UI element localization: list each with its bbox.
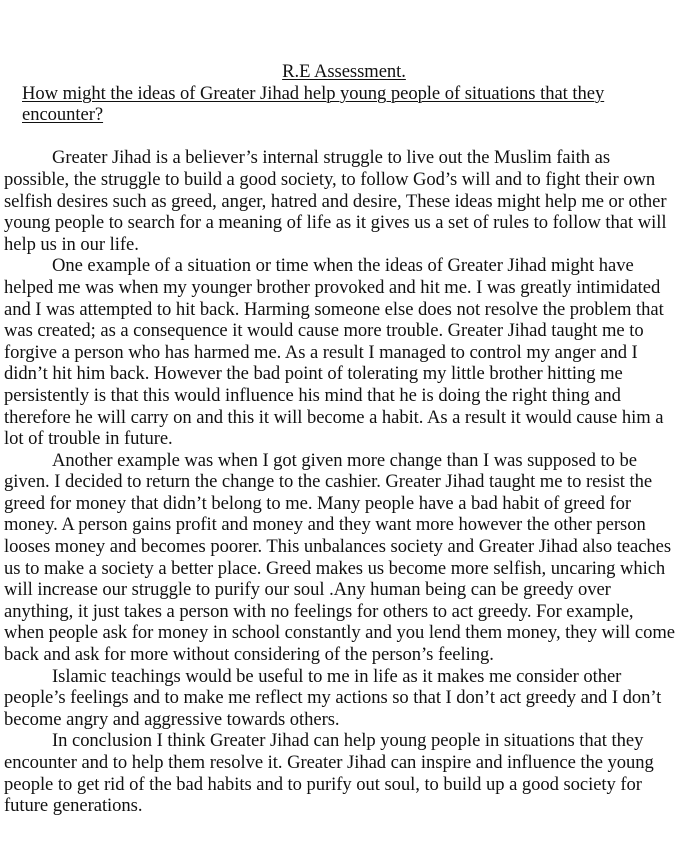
paragraph-brother-example: One example of a situation or time when the ideas of Greater Jihad might have helped me was when my younger brother provoked and hit me. I was greatly intimidated and I was attempted to hit back. Harming someone else does not resolve the problem that was created; as a consequence it would cause more trouble. Greater Jihad taught me to forgive a person who has harmed me. As a result I managed to control my anger and I didn’t hit him back. However the bad point of tolerating my little brother hitting me persistently is that this would influence his mind that he is doing the right thing and therefore he will carry on and this it will become a habit. As a result it would cause him a lot of trouble in future. [4,255,664,450]
paragraph-islamic-teachings: Islamic teachings would be useful to me in life as it makes me consider other people’s feelings and to make me reflect my actions so that I don’t act greedy and I don’t become angry and aggressive towards others. [4,665,662,730]
document-page [4,61,676,817]
paragraph-change-example: Another example was when I got given more change than I was supposed to be given. I decided to return the change to the cashier. Greater Jihad taught me to resist the greed for money that didn’t belong to me. Many people have a bad habit of greed for money. A person gains profit and money and they want more however the other person looses money and becomes poorer. This unbalances society and Greater Jihad also teaches us to make a society a better place. Greed makes us become more selfish, uncaring which will increase our struggle to purify our soul .Any human being can be greedy over anything, it just takes a person with no feelings for others to act greedy. For example, when people ask for money in school constantly and you lend them money, they will come back and ask for more without considering of the person’s feeling. [4,449,675,666]
paragraph-conclusion: In conclusion I think Greater Jihad can help young people in situations that they encounter and to help them resolve it. Greater Jihad can inspire and influence the young people to get rid of the bad habits and to purify out soul, to build up a good society for future generations. [4,730,654,817]
document-title: R.E Assessment. [282,61,406,82]
essay-body [4,147,676,816]
essay-question: How might the ideas of Greater Jihad help young people of situations that they encounter? [22,82,605,126]
paragraph-definition: Greater Jihad is a believer’s internal struggle to live out the Muslim faith as possible, the struggle to build a good society, to follow God’s will and to fight their own selfish desires such as greed, anger, hatred and desire, These ideas might help me or other young people to search for a meaning of life as it gives us a set of rules to follow that will help us in our life. [4,147,667,255]
